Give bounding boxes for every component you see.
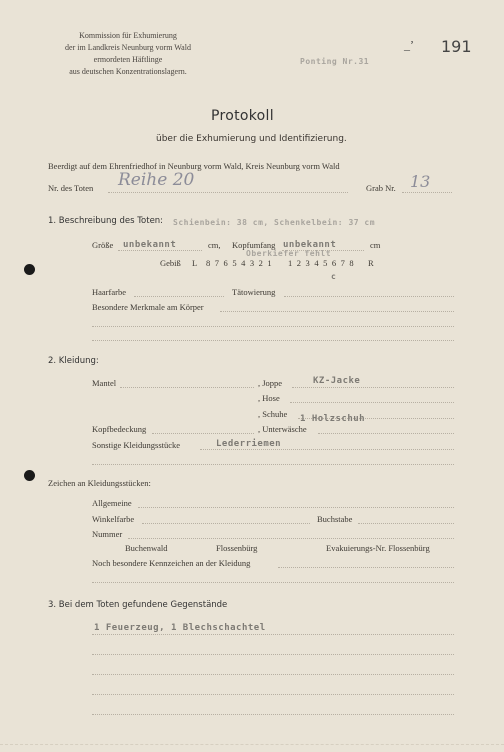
page-subtitle: über die Exhumierung und Identifizierung. bbox=[156, 134, 347, 144]
winkelfarbe-label: Winkelfarbe bbox=[92, 514, 135, 524]
nr-toten-value: Reihe 20 bbox=[118, 170, 195, 190]
flossenbuerg-label: Flossenbürg bbox=[216, 543, 258, 553]
evakuierung-label: Evakuierungs-Nr. Flossenbürg bbox=[326, 543, 430, 553]
allgemeine-label: Allgemeine bbox=[92, 498, 132, 508]
grab-nr-value: 13 bbox=[410, 172, 431, 191]
sonstige-label: Sonstige Kleidungsstücke bbox=[92, 440, 181, 450]
section3-heading: 3. Bei dem Toten gefundene Gegenstände bbox=[48, 600, 228, 610]
gebiss-L: L bbox=[192, 258, 198, 268]
gebiss-R: R bbox=[368, 258, 374, 268]
ponting-stamp: Ponting Nr.31 bbox=[300, 57, 370, 66]
schuhe-label: , Schuhe bbox=[258, 409, 288, 419]
header-line-3: ermordeten Häftlinge bbox=[93, 55, 163, 64]
sonstige-value: Lederriemen bbox=[216, 439, 282, 449]
bone-measurements: Schienbein: 38 cm, Schenkelbein: 37 cm bbox=[173, 218, 376, 227]
merkmale-label: Besondere Merkmale am Körper bbox=[92, 302, 204, 312]
schuhe-value: 1 Holzschuh bbox=[300, 414, 366, 424]
kennzeichen-label: Noch besondere Kennzeichen an der Kleidung bbox=[92, 558, 251, 568]
punch-hole-bottom bbox=[24, 470, 35, 481]
burial-place-text: Beerdigt auf dem Ehrenfriedhof in Neunburg vorm Wald, Kreis Neunburg vorm Wald bbox=[48, 161, 340, 171]
gebiss-right-teeth: 1 2 3 4 5 6 7 8 bbox=[288, 258, 355, 268]
cm-unit-1: cm, bbox=[208, 240, 221, 250]
kopfbedeckung-label: Kopfbedeckung bbox=[92, 424, 147, 434]
gebiss-overlay: Oberkiefer fehlt bbox=[246, 249, 332, 258]
punch-hole-top bbox=[24, 264, 35, 275]
haarfarbe-label: Haarfarbe bbox=[92, 287, 126, 297]
gebiss-left-teeth: 8 7 6 5 4 3 2 1 bbox=[206, 258, 273, 268]
buchenwald-label: Buchenwald bbox=[125, 543, 168, 553]
joppe-label: , Joppe bbox=[258, 378, 283, 388]
section2-heading: 2. Kleidung: bbox=[48, 356, 99, 366]
grab-nr-label: Grab Nr. bbox=[366, 183, 396, 193]
buchstabe-label: Buchstabe bbox=[317, 514, 353, 524]
header-line-2: der im Landkreis Neunburg vorm Wald bbox=[65, 43, 191, 52]
page-title: Protokoll bbox=[211, 108, 274, 124]
taetowierung-label: Tätowierung bbox=[232, 287, 276, 297]
hose-label: , Hose bbox=[258, 393, 280, 403]
cm-unit-2: cm bbox=[370, 240, 381, 250]
header-line-4: aus deutschen Konzentrationslagern. bbox=[69, 67, 187, 76]
mantel-label: Mantel bbox=[92, 378, 117, 388]
zeichen-heading: Zeichen an Kleidungsstücken: bbox=[48, 478, 151, 488]
unterwaesche-label: , Unterwäsche bbox=[258, 424, 307, 434]
joppe-value: KZ-Jacke bbox=[313, 376, 361, 386]
page-number: 191 bbox=[441, 37, 472, 56]
gebiss-mark: c bbox=[331, 272, 337, 281]
corner-mark: _ʼ bbox=[404, 38, 414, 52]
nummer-label: Nummer bbox=[92, 529, 123, 539]
section1-heading: 1. Beschreibung des Toten: bbox=[48, 216, 164, 226]
kopfumfang-value: unbekannt bbox=[283, 240, 337, 250]
groesse-value: unbekannt bbox=[123, 240, 177, 250]
groesse-label: Größe bbox=[92, 240, 114, 250]
kopfumfang-label: Kopfumfang bbox=[232, 240, 276, 250]
nr-toten-label: Nr. des Toten bbox=[48, 183, 94, 193]
gebiss-label: Gebiß bbox=[160, 258, 181, 268]
found-items: 1 Feuerzeug, 1 Blechschachtel bbox=[94, 623, 266, 633]
header-line-1: Kommission für Exhumierung bbox=[79, 31, 177, 40]
